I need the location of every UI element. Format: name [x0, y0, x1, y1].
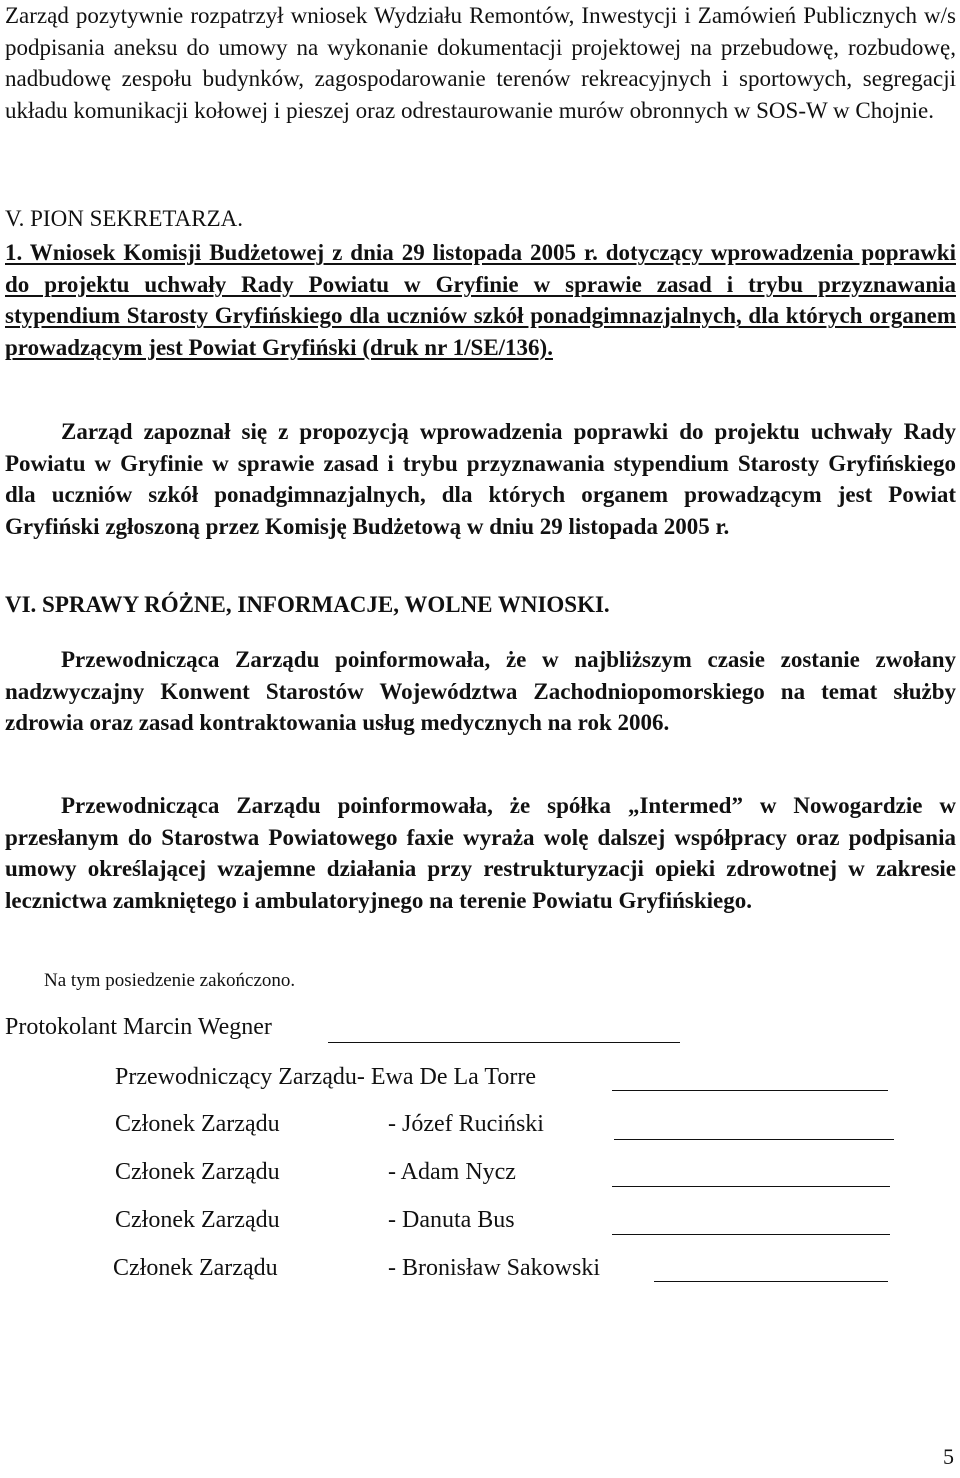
signature-line-member-1	[614, 1139, 894, 1140]
paragraph-konwent: Przewodnicząca Zarządu poinformowała, że w najbliższym czasie zostanie zwołany nadzwyczajny Konwent Starostów Województwa Zachodniopomorskiego na temat służby zdrowia oraz zasad kontraktowania usług medycznych na rok 2006.	[5, 647, 956, 735]
section-heading-vi: VI. SPRAWY RÓŻNE, INFORMACJE, WOLNE WNIOSKI.	[5, 592, 610, 617]
paragraph-poprawka: Zarząd zapoznał się z propozycją wprowadzenia poprawki do projektu uchwały Rady Powiatu w Gryfinie w sprawie zasad i trybu przyznawania stypendium Starosty Gryfińskiego dla uczniów szkół ponadgimnazjalnych, dla których organem prowadzącym jest Powiat Gryfiński zgłoszoną przez Komisję Budżetową w dniu 29 listopada 2005 r.	[5, 419, 956, 539]
protokolant-label: Protokolant Marcin Wegner	[5, 1014, 272, 1040]
paragraph-intermed: Przewodnicząca Zarządu poinformowała, że spółka „Intermed” w Nowogardzie w przesłanym do Starostwa Powiatowego faxie wyraża wolę dalszej współpracy oraz podpisania umowy określającej wzajemne działania przy restrukturyzacji opieki zdrowotnej w zakresie lecznictwa zamkniętego i ambulatoryjnego na terenie Powiatu Gryfińskiego.	[5, 793, 956, 913]
signature-line-member-4	[654, 1281, 888, 1282]
page-number: 5	[943, 1444, 954, 1469]
member-name: - Bronisław Sakowski	[388, 1255, 600, 1281]
signature-line-chair	[612, 1090, 888, 1091]
member-role: Członek Zarządu	[115, 1159, 280, 1185]
closing-note: Na tym posiedzenie zakończono.	[44, 970, 296, 991]
member-role: Członek Zarządu	[113, 1255, 278, 1281]
paragraph-remonty: Zarząd pozytywnie rozpatrzył wniosek Wydziału Remontów, Inwestycji i Zamówień Publicznych w/s podpisania aneksu do umowy na wykonanie dokumentacji projektowej na przebudowę, rozbudowę, nadbudowę zespołu budynków, zagospodarowanie terenów rekreacyjnych i sportowych, segregacji układu komunikacji kołowej i pieszej oraz odrestaurowanie murów obronnych w SOS-W w Chojnie.	[5, 3, 956, 123]
chair-label: Przewodniczący Zarządu- Ewa De La Torre	[115, 1064, 536, 1090]
section-heading-v: V. PION SEKRETARZA.	[5, 206, 243, 231]
signature-line-member-2	[612, 1186, 890, 1187]
member-name: - Danuta Bus	[388, 1207, 515, 1233]
member-name: - Adam Nycz	[388, 1159, 516, 1185]
signature-line-member-3	[612, 1234, 890, 1235]
signature-line-protokolant	[328, 1042, 680, 1043]
member-role: Członek Zarządu	[115, 1207, 280, 1233]
member-name: - Józef Ruciński	[388, 1111, 544, 1137]
member-role: Członek Zarządu	[115, 1111, 280, 1137]
agenda-item-1: 1. Wniosek Komisji Budżetowej z dnia 29 listopada 2005 r. dotyczący wprowadzenia poprawki do projektu uchwały Rady Powiatu w Gryfinie w sprawie zasad i trybu przyznawania stypendium Starosty Gryfińskiego dla uczniów szkół ponadgimnazjalnych, dla których organem prowadzącym jest Powiat Gryfiński (druk nr 1/SE/136).	[5, 240, 956, 360]
